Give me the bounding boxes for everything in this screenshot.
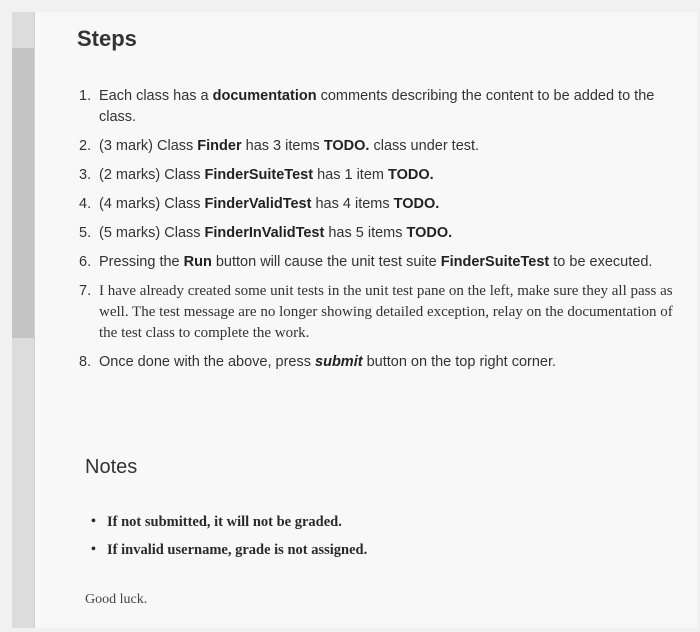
step-bold-text: TODO. — [393, 196, 440, 212]
step-text: (2 marks) Class — [99, 167, 205, 183]
step-text: Once done with the above, press — [99, 354, 316, 370]
step-text: class under test. — [369, 138, 480, 154]
list-number: 4. — [79, 196, 92, 212]
closing-text: Good luck. — [85, 592, 148, 607]
step-bold-text: FinderInValidTest — [204, 225, 325, 241]
scrollbar-thumb[interactable] — [12, 48, 34, 338]
step-text: (5 marks) Class — [99, 225, 205, 241]
list-item — [79, 165, 679, 186]
instructions-panel — [34, 12, 697, 628]
step-text: Each class has a — [99, 88, 213, 104]
step-bold-text: Run — [183, 254, 212, 270]
list-item — [79, 281, 679, 344]
step-text: has 4 items — [311, 196, 394, 212]
vertical-scrollbar[interactable] — [12, 12, 34, 628]
step-bold-text: TODO. — [406, 225, 453, 241]
list-item — [79, 136, 679, 157]
step-bold-text: TODO. — [323, 138, 370, 154]
step-text: has 3 items — [241, 138, 324, 154]
steps-heading: Steps — [77, 26, 137, 51]
list-number: 5. — [79, 225, 92, 241]
list-item — [89, 540, 367, 560]
step-text: I have already created some unit tests in the unit test pane on the left, make sure they all pass as well. The test message are no longer showing detailed exception, relay on the documentation of the test class to complete the work. — [99, 283, 673, 341]
list-item — [79, 194, 679, 215]
step-text: button on the top right corner. — [362, 354, 557, 370]
list-number: 2. — [79, 138, 92, 154]
list-number: 8. — [79, 354, 92, 370]
step-text: has 5 items — [324, 225, 407, 241]
list-item — [89, 512, 367, 532]
step-bold-text: TODO. — [388, 167, 434, 183]
step-bold-text: FinderSuiteTest — [440, 254, 550, 270]
step-bold-text: submit — [315, 354, 363, 370]
list-number: 3. — [79, 167, 92, 183]
step-text: Pressing the — [99, 254, 184, 270]
list-item — [79, 252, 679, 273]
notes-heading: Notes — [85, 456, 138, 478]
step-text: (4 marks) Class — [99, 196, 205, 212]
step-bold-text: documentation — [212, 88, 317, 104]
step-bold-text: FinderValidTest — [204, 196, 312, 212]
step-text: has 1 item — [313, 167, 388, 183]
bullet-icon: • — [91, 514, 96, 529]
list-item — [79, 352, 679, 373]
notes-list — [89, 512, 367, 568]
note-text: If invalid username, grade is not assigned. — [107, 542, 368, 558]
list-item — [79, 86, 679, 128]
list-number: 1. — [79, 88, 92, 104]
steps-list — [79, 86, 679, 381]
step-text: comments describing the content to be added to the class. — [99, 88, 655, 125]
note-text: If not submitted, it will not be graded. — [107, 514, 342, 530]
step-text: to be executed. — [549, 254, 653, 270]
bullet-icon: • — [91, 542, 96, 557]
list-number: 7. — [79, 283, 92, 299]
step-bold-text: Finder — [197, 138, 242, 154]
list-item — [79, 223, 679, 244]
step-text: (3 mark) Class — [99, 138, 198, 154]
step-bold-text: FinderSuiteTest — [204, 167, 314, 183]
list-number: 6. — [79, 254, 92, 270]
step-text: button will cause the unit test suite — [211, 254, 441, 270]
